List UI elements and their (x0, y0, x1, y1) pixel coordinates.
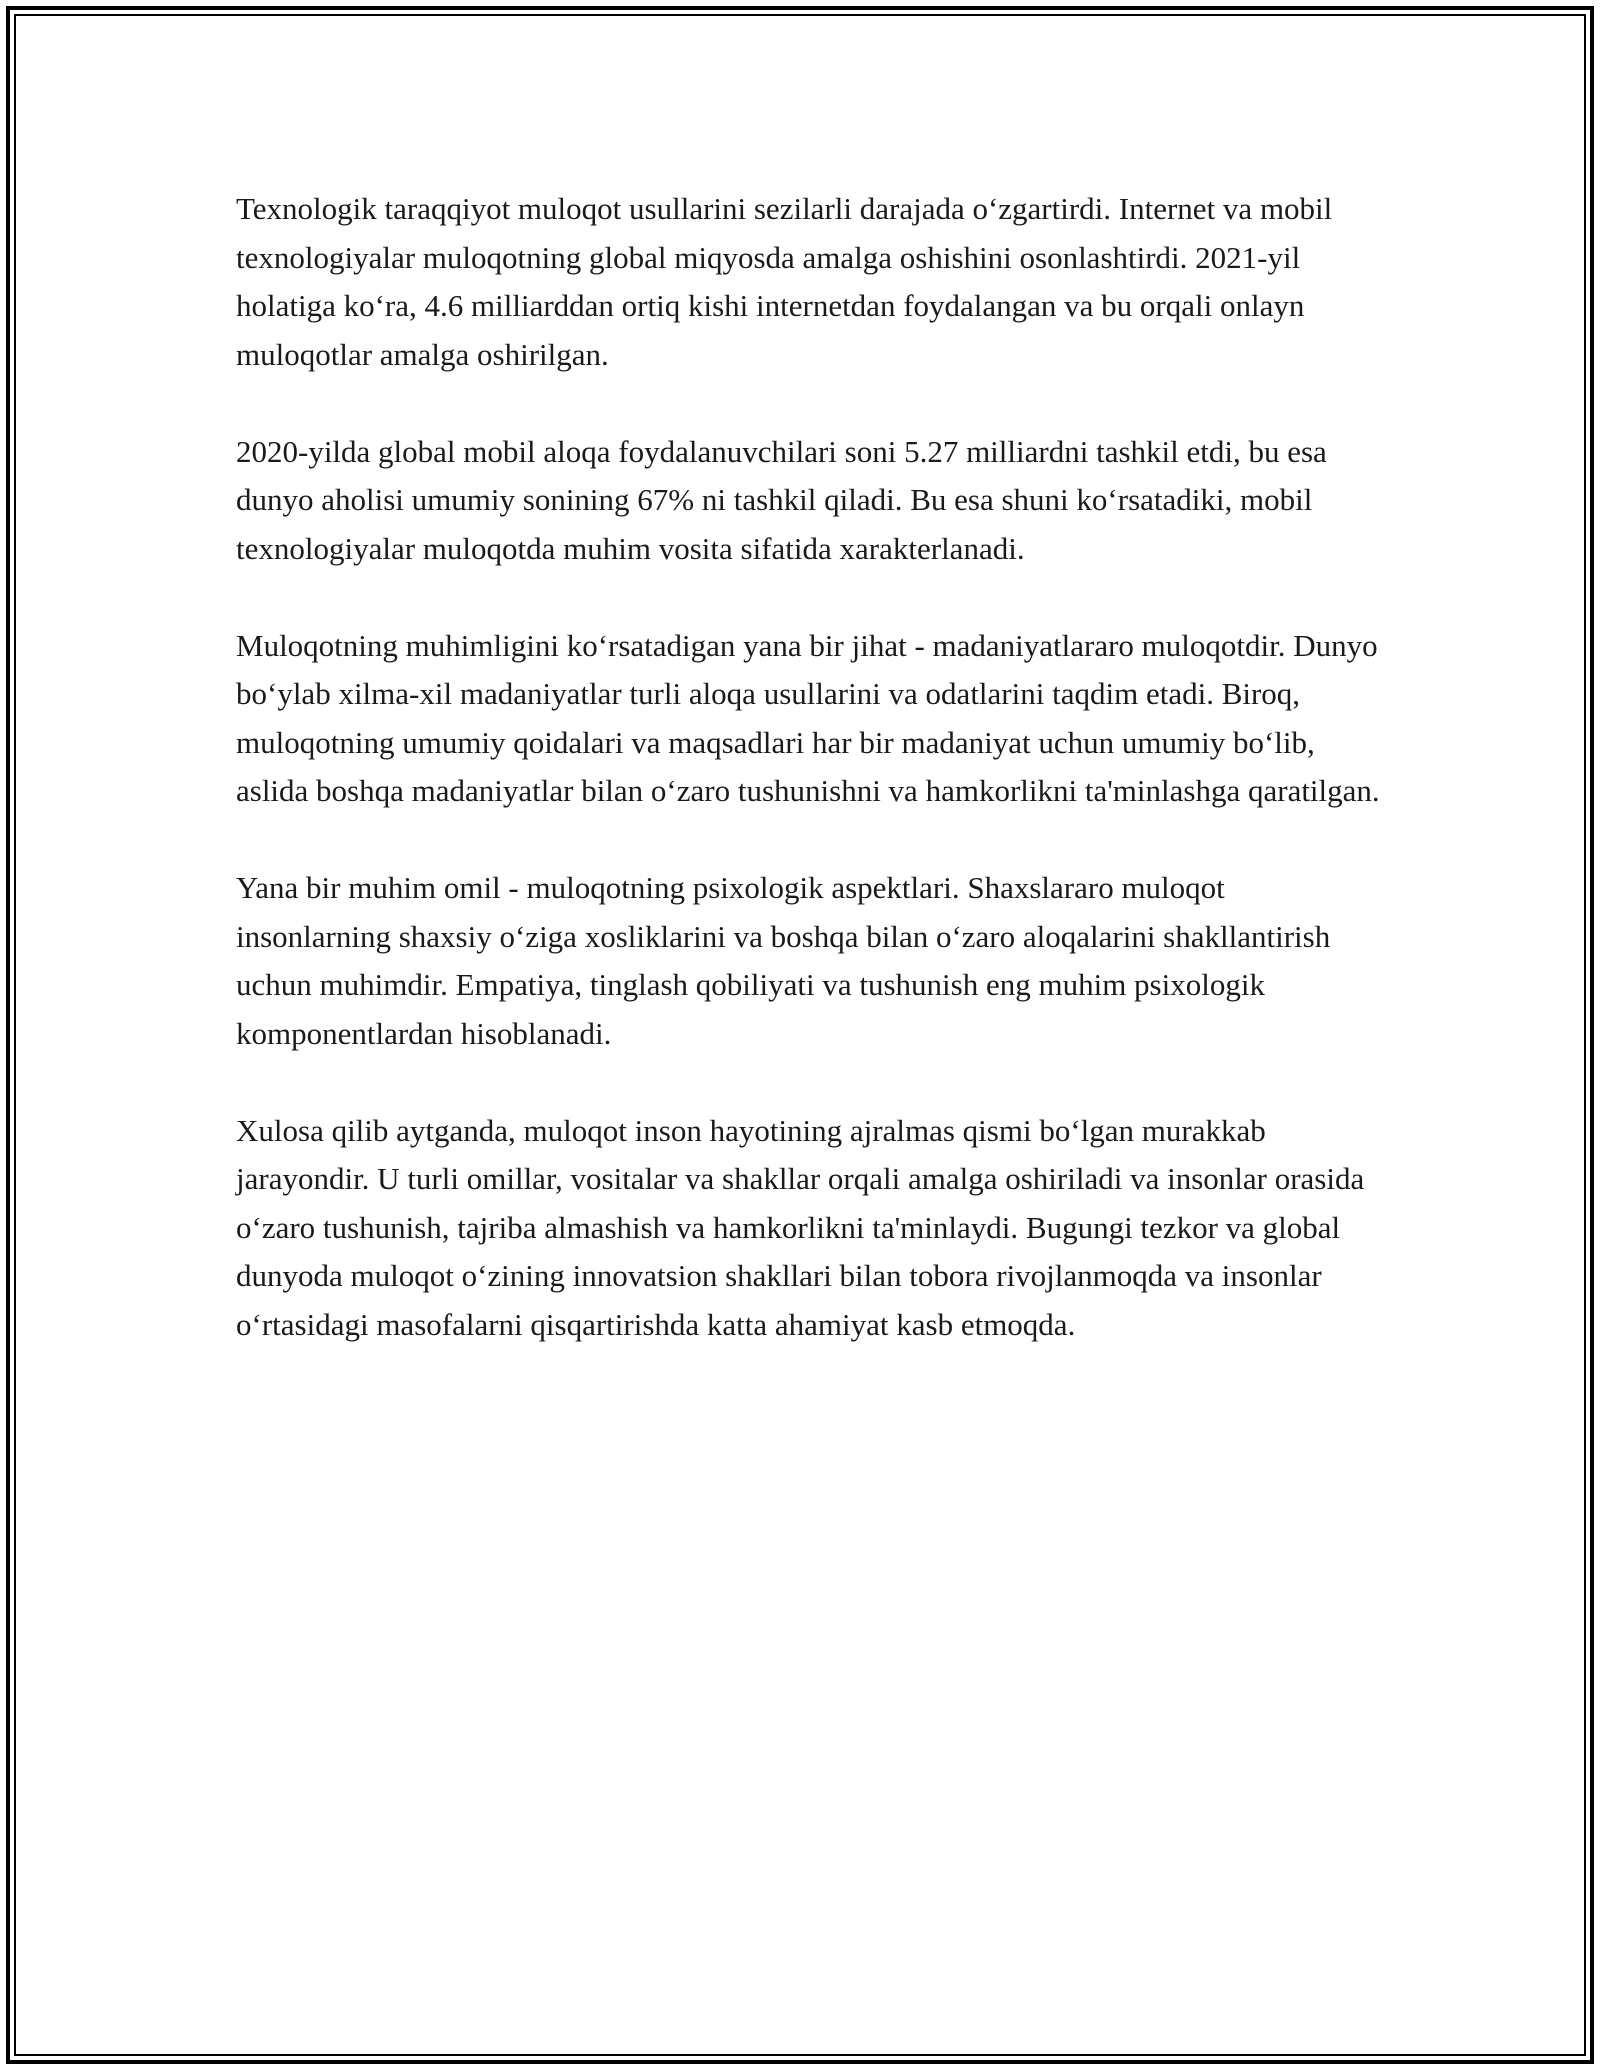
paragraph-3: Muloqotning muhimligini ko‘rsatadigan yana bir jihat - madaniyatlararo muloqotdir. Dunyo bo‘ylab xilma-xil madaniyatlar turli aloqa usullarini va odatlarini taqdim etadi. Biroq, muloqotning umumiy qoidalari va maqsadlari har bir madaniyat uchun umumiy bo‘lib, aslida boshqa madaniyatlar bilan o‘zaro tushunishni va hamkorlikni ta'minlashga qaratilgan. (236, 627, 1380, 808)
paragraph-2: 2020-yilda global mobil aloqa foydalanuvchilari soni 5.27 milliardni tashkil etdi, bu esa dunyo aholisi umumiy sonining 67% ni tashkil qiladi. Bu esa shuni ko‘rsatadiki, mobil texnologiyalar muloqotda muhim vosita sifatida xarakterlanadi. (236, 433, 1327, 566)
paragraph-1: Texnologik taraqqiyot muloqot usullarini sezilarli darajada o‘zgartirdi. Internet va mobil texnologiyalar muloqotning global miqyosda amalga oshishini osonlashtirdi. 2021-yil holatiga ko‘ra, 4.6 milliarddan ortiq kishi internetdan foydalangan va bu orqali onlayn muloqotlar amalga oshirilgan. (236, 191, 1333, 372)
paragraph-5: Xulosa qilib aytganda, muloqot inson hayotining ajralmas qismi bo‘lgan murakkab jarayondir. U turli omillar, vositalar va shakllar orqali amalga oshiriladi va insonlar orasida o‘zaro tushunish, tajriba almashish va hamkorlikni ta'minlaydi. Bugungi tezkor va global dunyoda muloqot o‘zining innovatsion shakllari bilan tobora rivojlanmoqda va insonlar o‘rtasidagi masofalarni qisqartirishda katta ahamiyat kasb etmoqda. (236, 1112, 1365, 1342)
document-body (236, 185, 1386, 1398)
paragraph-4: Yana bir muhim omil - muloqotning psixologik aspektlari. Shaxslararo muloqot insonlarning shaxsiy o‘ziga xosliklarini va boshqa bilan o‘zaro aloqalarini shakllantirish uchun muhimdir. Empatiya, tinglash qobiliyati va tushunish eng muhim psixologik komponentlardan hisoblanadi. (236, 870, 1331, 1051)
